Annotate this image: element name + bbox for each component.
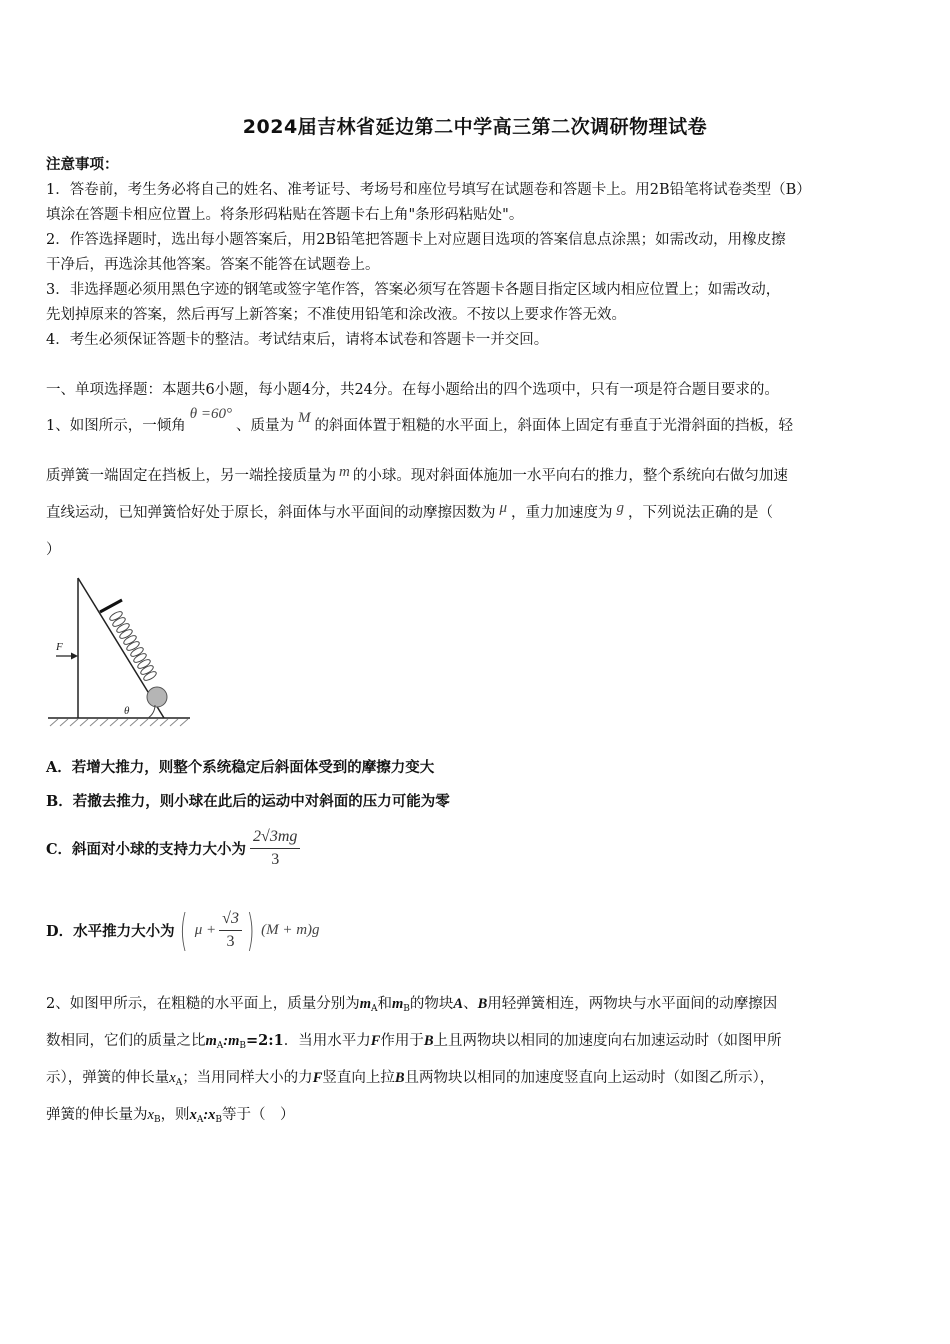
notice-line: 4．考生必须保证答题卡的整洁。考试结束后，请将本试卷和答题卡一并交回。 [46, 332, 549, 348]
notice-line: 干净后，再选涂其他答案。答案不能答在试题卷上。 [46, 257, 380, 273]
baffle-plate [100, 600, 122, 612]
mu-symbol: μ [499, 500, 508, 516]
mass-M: M [297, 410, 311, 426]
spring [108, 610, 157, 682]
q1-option-c[interactable]: C．斜面对小球的支持力大小为 $\frac{2√3mg}{3}$ [46, 828, 300, 869]
mass-m: m [339, 464, 350, 480]
right-paren: ) [246, 905, 255, 956]
q2-stem-line3: 示），弹簧的伸长量$x_A$；当用同样大小的力F竖直向上拉B且两物块以相同的加速度竖直向上运动时（如图乙所示）， [46, 1070, 775, 1088]
q1-stem-line4: ） [46, 542, 61, 558]
q2-stem-line4: 弹簧的伸长量为$x_B$，则$x_A:x_B$等于（ ） [46, 1107, 295, 1125]
section-heading: 一、单项选择题：本题共6小题，每小题4分，共24分。在每小题给出的四个选项中，只有一项是符合题目要求的。 [46, 382, 779, 398]
force-arrowhead [71, 653, 78, 660]
q2-stem-line2: 数相同，它们的质量之比$m_A:m_B=2:1$．当用水平力F作用于B上且两物块以相同的加速度向右加速运动时（如图甲所 [46, 1032, 782, 1051]
notice-line: 2．作答选择题时，选出每小题答案后，用2B铅笔把答题卡上对应题目选项的答案信息点涂黑；如需改动，用橡皮擦 [46, 232, 786, 248]
q1-stem-line2: 质弹簧一端固定在挡板上，另一端拴接质量为 m 的小球。现对斜面体施加一水平向右的推力，整个系统向右做匀加速 [46, 464, 788, 484]
q1-option-a[interactable]: A．若增大推力，则整个系统稳定后斜面体受到的摩擦力变大 [46, 759, 435, 776]
notice-heading: 注意事项： [46, 156, 119, 173]
angle-label: θ [124, 705, 130, 717]
page-title: 2024届吉林省延边第二中学高三第二次调研物理试卷 [242, 116, 708, 138]
force-label: F [56, 641, 63, 653]
q1-stem-line3: 直线运动，已知弹簧恰好处于原长，斜面体与水平面间的动摩擦因数为 μ ，重力加速度为 g ，下列说法正确的是（ [46, 500, 774, 521]
left-paren: ( [179, 905, 188, 956]
theta-expression: θ =60° [189, 406, 232, 422]
notice-line: 1．答卷前，考生务必将自己的姓名、准考证号、考场号和座位号填写在试题卷和答题卡上。用2B铅笔将试卷类型（B） [46, 182, 811, 198]
option-d-fraction: $\frac{√3}{3}$ [219, 910, 242, 951]
notice-line: 先划掉原来的答案，然后再写上新答案；不准使用铅笔和涂改液。不按以上要求作答无效。 [46, 307, 626, 323]
q1-option-b[interactable]: B．若撤去推力，则小球在此后的运动中对斜面的压力可能为零 [46, 793, 450, 810]
q2-stem-line1: 2、如图甲所示，在粗糙的水平面上，质量分别为$m_A$和$m_B$的物块A、B用轻弹簧相连，两物块与水平面间的动摩擦因 [46, 996, 778, 1014]
q1-option-d[interactable]: D．水平推力大小为 ( μ + $\frac{√3}{3}$ ) (M + m)g [46, 905, 320, 956]
notice-line: 填涂在答题卡相应位置上。将条形码粘贴在答题卡右上角"条形码粘贴处"。 [46, 207, 524, 223]
ball [147, 687, 167, 707]
option-c-fraction: $\frac{2√3mg}{3}$ [250, 828, 300, 869]
q1-stem-line1: 1、如图所示，一倾角θ =60°、质量为 M 的斜面体置于粗糙的水平面上，斜面体上固定有垂直于光滑斜面的挡板，轻 [46, 406, 793, 434]
ground-hatching [50, 719, 188, 726]
notice-line: 3．非选择题必须用黑色字迹的钢笔或签字笔作答，答案必须写在答题卡各题目指定区域内相应位置上；如需改动， [46, 282, 781, 298]
g-symbol: g [616, 500, 625, 516]
incline-spring-figure [44, 566, 194, 736]
